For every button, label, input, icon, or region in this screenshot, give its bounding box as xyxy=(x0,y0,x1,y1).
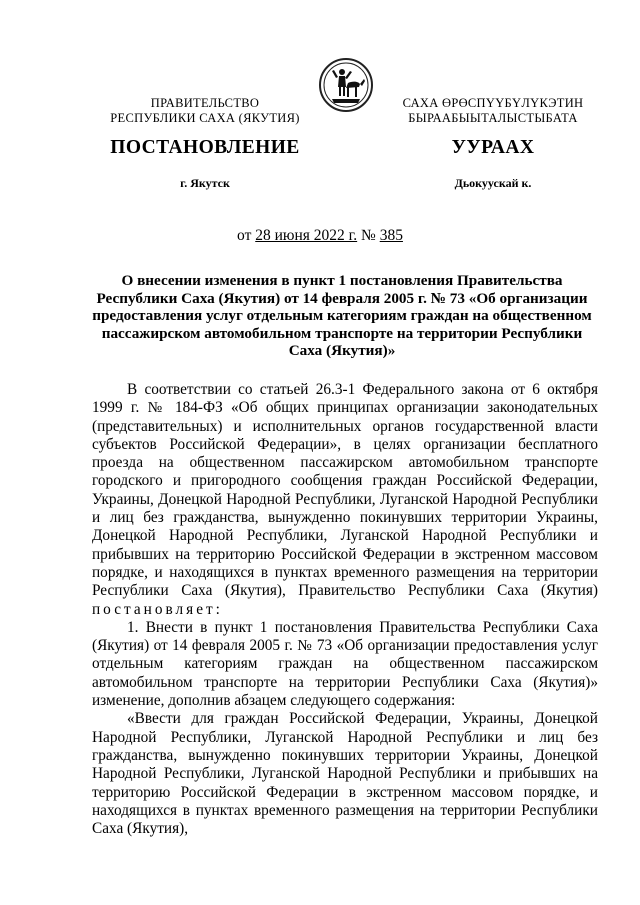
date-number-line xyxy=(0,227,640,245)
resolves-word: постановляет xyxy=(92,600,216,618)
issuer-line-1: ПРАВИТЕЛЬСТВО xyxy=(150,96,260,110)
issuer-yakut xyxy=(386,96,600,126)
doc-type-russian: ПОСТАНОВЛЕНИЕ xyxy=(110,137,300,158)
preamble-colon: : xyxy=(215,600,220,618)
issuer-line-2: РЕСПУБЛИКИ САХА (ЯКУТИЯ) xyxy=(110,111,300,125)
document-number: 385 xyxy=(379,227,403,244)
issuer-line-1: САХА ӨРӨСПҮҮБҮЛҮКЭТИН xyxy=(402,96,584,110)
document-body xyxy=(92,381,598,838)
paragraph-item-1: 1. Внести в пункт 1 постановления Правительства Республики Саха (Якутия) от 14 февраля 2005 г. № 73 «Об организации предоставления услуг отдельным категориям граждан на общественном пассажирском автомобильном транспорте на территории Республики Саха (Якутия)» изменение, дополнив абзацем следующего содержания: xyxy=(92,618,598,710)
document-date: 28 июня 2022 г. xyxy=(255,227,358,244)
date-prefix: от xyxy=(237,227,256,244)
city-yakut: Дьокуускай к. xyxy=(454,176,532,190)
issuer-line-2: БЫРААБЫЫТАЛЫСТЫБАТА xyxy=(408,111,578,125)
paragraph-preamble xyxy=(92,381,598,619)
city-russian: г. Якутск xyxy=(180,176,230,190)
paragraph-quoted-addition: «Ввести для граждан Российской Федерации, Украины, Донецкой Народной Республики, Луганской Народной Республики и лиц без гражданства, вынужденно покинувших территории Украины, Донецкой Народной Республики, Луганской Народной Республики и прибывших на территорию Российской Федерации в экстренном массовом порядке, и находящихся в пунктах временного размещения на территории Республики Саха (Якутия), xyxy=(92,710,598,838)
document-title: О внесении изменения в пункт 1 постановления Правительства Республики Саха (Якутия) от 14 февраля 2005 г. № 73 «Об организации предоставления услуг отдельным категориям граждан на общественном пассажирском автомобильном транспорте на территории Республики Саха (Якутия)» xyxy=(92,272,592,359)
issuer-russian xyxy=(100,96,310,126)
number-prefix: № xyxy=(357,227,380,244)
doc-type-yakut: УУРААХ xyxy=(451,137,535,158)
preamble-text: В соответствии со статьей 26.3-1 Федерального закона от 6 октября 1999 г. № 184-ФЗ «Об общих принципах организации законодательных (представительных) и исполнительных органов государственной власти субъектов Российской Федерации», в целях организации бесплатного проезда на общественном пассажирском автомобильном транспорте городского и пригородного сообщения граждан Российской Федерации, Украины, Донецкой Народной Республики, Луганской Народной Республики и лиц без гражданства, вынужденно покинувших территории Украины, Донецкой Народной Республики, Луганской Народной Республики и прибывших на территорию Российской Федерации в экстренном массовом порядке, и находящихся в пунктах временного размещения на территории Республики Саха (Якутия), Правительство Республики Саха (Якутия) xyxy=(92,381,598,600)
coat-of-arms-icon xyxy=(318,57,374,113)
